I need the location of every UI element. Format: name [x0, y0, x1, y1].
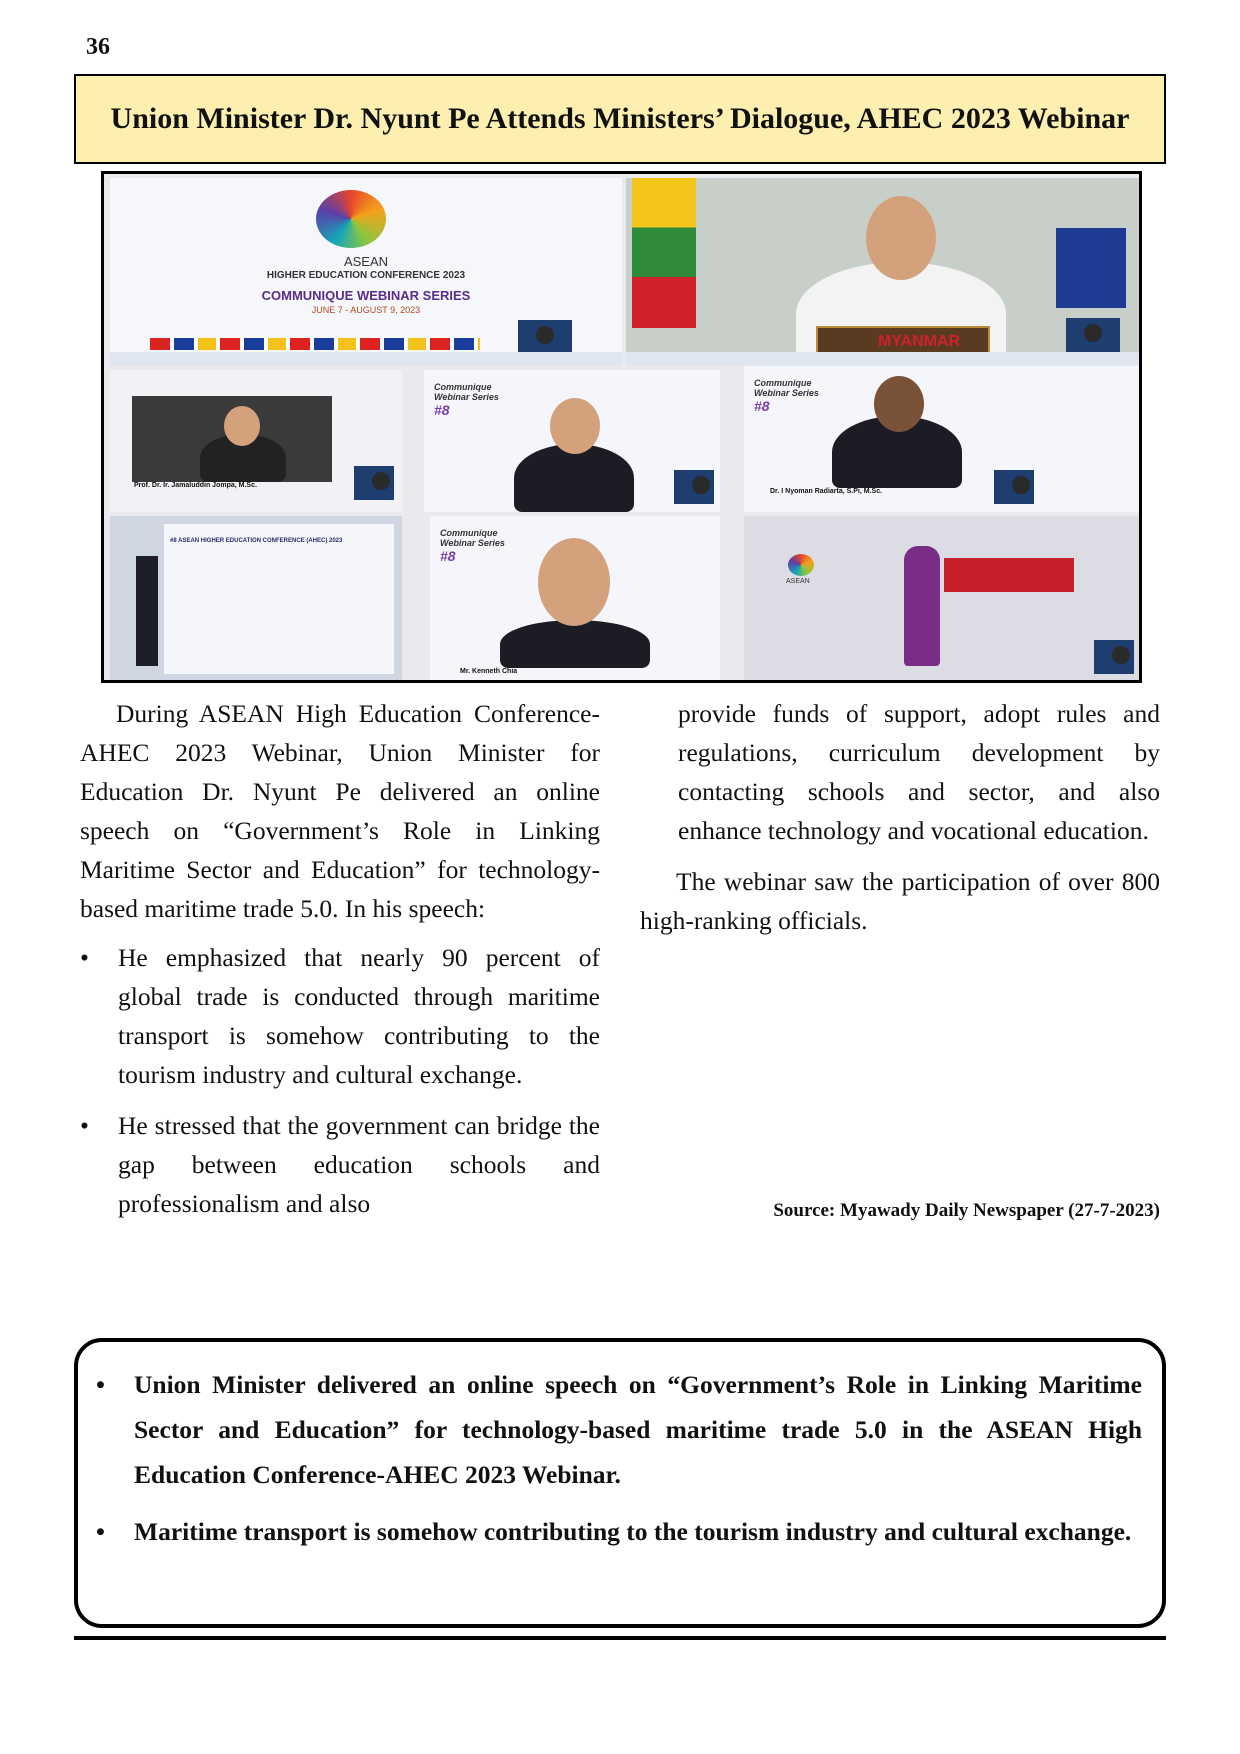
asean-small-logo [788, 554, 814, 576]
taskbar [110, 352, 622, 366]
webinar-number: #8 [434, 402, 450, 418]
speaker-tile-2 [424, 370, 720, 512]
webinar-label: Communique Webinar Series [754, 378, 819, 398]
speaker-head [874, 376, 924, 432]
article-title: Union Minister Dr. Nyunt Pe Attends Ministers’ Dialogue, AHEC 2023 Webinar [110, 102, 1130, 135]
webinar-label: Communique Webinar Series [440, 528, 505, 548]
summary-point: • Maritime transport is somehow contributing to the tourism industry and cultural exchange. [96, 1509, 1142, 1554]
webinar-collage-photo [101, 171, 1142, 683]
studio-tile [744, 516, 1140, 680]
webinar-number: #8 [440, 548, 456, 564]
article-intro: During ASEAN High Education Conference-AHEC 2023 Webinar, Union Minister for Education Dr. Nyunt Pe delivered an online speech on “Government’s Role in Linking Maritime Sector and Education” for technology-based maritime trade 5.0. In his speech: [80, 699, 600, 923]
agenda-tile [110, 516, 402, 680]
bottom-rule [74, 1636, 1166, 1640]
asean-flag [1056, 228, 1126, 308]
slide-dates: JUNE 7 - AUGUST 9, 2023 [311, 305, 421, 315]
source-citation: Source: Myawady Daily Newspaper (27-7-2023) [773, 1200, 1160, 1221]
nameplate-text: MYANMAR [878, 333, 961, 350]
sign-language-interpreter [1094, 640, 1134, 674]
summary-point: • Union Minister delivered an online speech on “Government’s Role in Linking Maritime Sector and Education” for technology-based maritime trade 5.0 in the ASEAN High Education Conference-AHEC 2023 Webinar. [96, 1362, 1142, 1497]
article-right-column [640, 694, 1160, 940]
slide-conference: HIGHER EDUCATION CONFERENCE 2023 [266, 270, 466, 281]
podium-speaker [136, 556, 158, 666]
speaker-head [538, 538, 610, 626]
page-number: 36 [86, 34, 110, 60]
taskbar [626, 352, 1140, 366]
studio-asean: ASEAN [786, 578, 810, 585]
speech-point-continuation: provide funds of support, adopt rules and regulations, curriculum development by contacting schools and sector, and also enhance technology and vocational education. [678, 699, 1160, 845]
speaker-head [224, 406, 260, 446]
ahec-logo [316, 190, 386, 248]
article-title-box [74, 74, 1166, 164]
speaker-caption: Prof. Dr. Ir. Jamaluddin Jompa, M.Sc. [134, 482, 257, 489]
speaker-caption-2: Dr. I Nyoman Radiarta, S.Pi, M.Sc. [770, 488, 883, 495]
sign-language-interpreter [354, 466, 394, 500]
slide-series: COMMUNIQUE WEBINAR SERIES [261, 288, 471, 303]
speaker-head [550, 398, 600, 454]
sign-language-interpreter [994, 470, 1034, 504]
speech-points-list [80, 938, 600, 1223]
minister-head [866, 196, 936, 280]
asean-flags-strip [150, 338, 480, 350]
article-closing: The webinar saw the participation of over 800 high-ranking officials. [640, 867, 1160, 935]
speaker-figure [500, 620, 650, 668]
article-left-column [80, 694, 600, 1235]
speaker-tile-1 [110, 370, 402, 512]
slide-asean: ASEAN [343, 254, 389, 269]
conference-slide-tile [110, 178, 622, 366]
speaker-figure [514, 444, 634, 512]
summary-list [96, 1362, 1142, 1554]
agenda-screen [164, 524, 394, 674]
red-banner [944, 558, 1074, 592]
speaker-tile-3 [744, 366, 1140, 512]
presenter-figure [904, 546, 940, 666]
myanmar-flag [632, 178, 696, 328]
webinar-label: Communique Webinar Series [434, 382, 499, 402]
agenda-title: #8 ASEAN HIGHER EDUCATION CONFERENCE (AHEC) 2023 [170, 538, 343, 544]
speech-point: • He stressed that the government can bridge the gap between education schools and professionalism and also [80, 1106, 600, 1223]
speaker-tile-4 [430, 516, 720, 680]
speaker-caption-3: Mr. Kenneth Chia [460, 668, 518, 675]
minister-video-tile [626, 178, 1140, 366]
speech-point: • He emphasized that nearly 90 percent of global trade is conducted through maritime transport is somehow contributing to the tourism industry and cultural exchange. [80, 938, 600, 1094]
sign-language-interpreter [674, 470, 714, 504]
webinar-number: #8 [754, 398, 770, 414]
summary-box [74, 1338, 1166, 1628]
